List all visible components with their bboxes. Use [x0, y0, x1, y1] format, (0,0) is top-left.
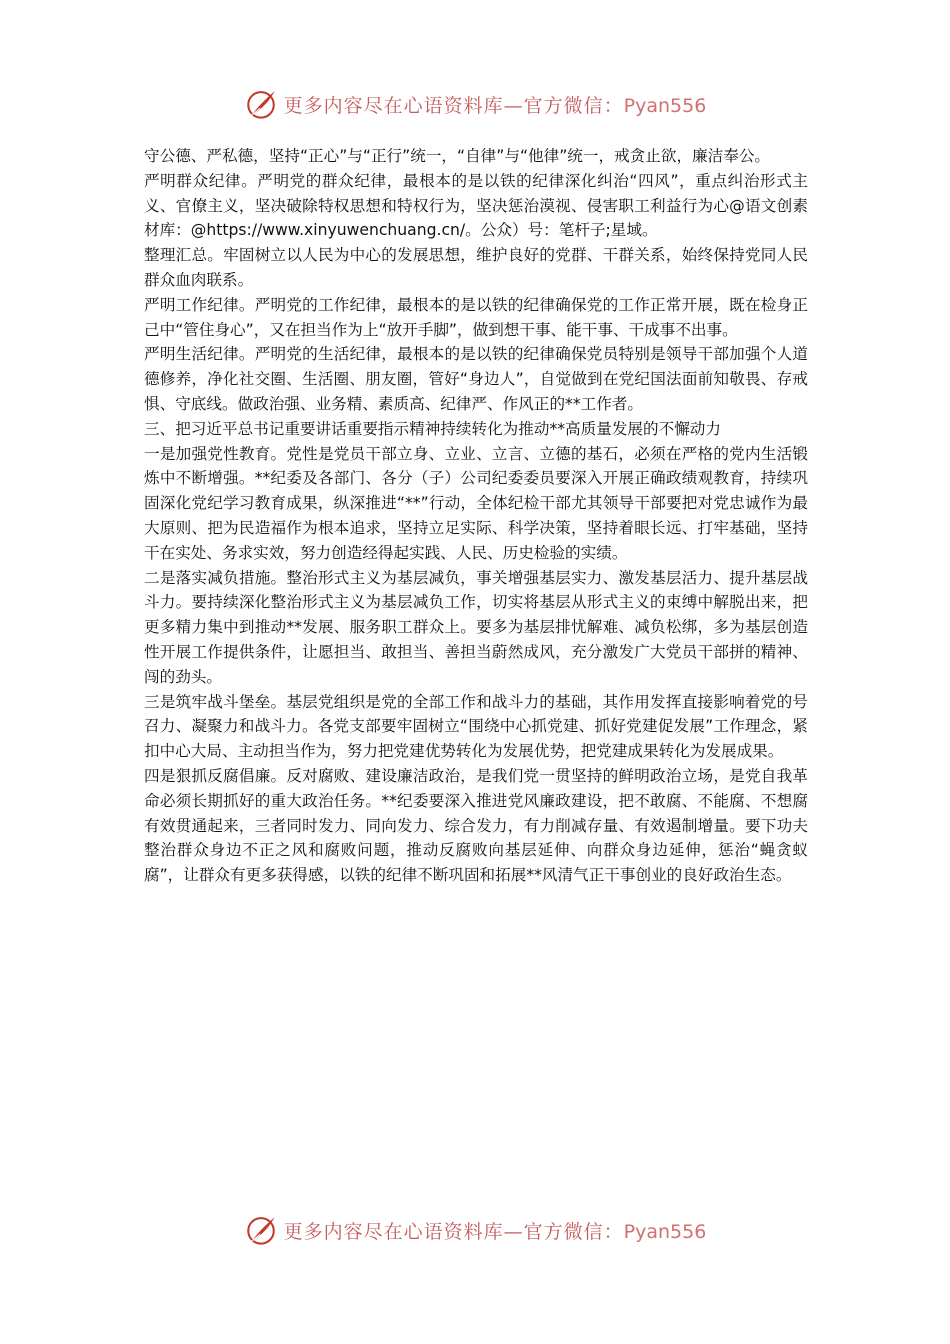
header-banner [0, 84, 950, 124]
quill-pen-logo-icon [244, 87, 278, 121]
wechat-handle: Pyan556 [623, 1220, 707, 1243]
paragraph: 整理汇总。牢固树立以人民为中心的发展思想，维护良好的党群、干群关系，始终保持党同人民群众血肉联系。 [144, 246, 808, 289]
banner-text: 更多内容尽在心语资料库—官方微信：Pyan556 [283, 1220, 707, 1243]
footer-banner [0, 1210, 950, 1250]
paragraph: 严明群众纪律。严明党的群众纪律，最根本的是以铁的纪律深化纠治“四风”，重点纠治形式主义、官僚主义，坚决破除特权思想和特权行为，坚决惩治漠视、侵害职工利益行为心@语文创素材库：@https://www.xinyuwenchuang.cn/。公众）号：笔杆子;星域。 [144, 171, 808, 240]
paragraph: 严明生活纪律。严明党的生活纪律，最根本的是以铁的纪律确保党员特别是领导干部加强个人道德修养，净化社交圈、生活圈、朋友圈，管好“身边人”，自觉做到在党纪国法面前知敬畏、存戒惧、守底线。做政治强、业务精、素质高、纪律严、作风正的**工作者。 [144, 345, 808, 413]
paragraph: 四是狠抓反腐倡廉。反对腐败、建设廉洁政治，是我们党一贯坚持的鲜明政治立场，是党自我革命必须长期抓好的重大政治任务。**纪委要深入推进党风廉政建设，把不敢腐、不能腐、不想腐有效贯通起来，三者同时发力、同向发力、综合发力，有力削减存量、有效遏制增量。要下功夫整治群众身边不正之风和腐败问题，推动反腐败向基层延伸、向群众身边延伸，惩治“蝇贪蚁腐”，让群众有更多获得感，以铁的纪律不断巩固和拓展**风清气正干事创业的良好政治生态。 [144, 766, 808, 885]
section-heading: 三、把习近平总书记重要讲话重要指示精神持续转化为推动**高质量发展的不懈动力 [144, 419, 721, 438]
paragraph: 三是筑牢战斗堡垒。基层党组织是党的全部工作和战斗力的基础，其作用发挥直接影响着党的号召力、凝聚力和战斗力。各党支部要牢固树立“围绕中心抓党建、抓好党建促发展”工作理念，紧扣中心大局、主动担当作为，努力把党建优势转化为发展优势，把党建成果转化为发展成果。 [144, 692, 808, 761]
quill-pen-logo-icon [244, 1213, 278, 1247]
document-body [144, 144, 808, 888]
paragraph: 严明工作纪律。严明党的工作纪律，最根本的是以铁的纪律确保党的工作正常开展，既在检身正己中“管住身心”，又在担当作为上“放开手脚”，做到想干事、能干事、干成事不出事。 [144, 295, 808, 339]
banner-text: 更多内容尽在心语资料库—官方微信：Pyan556 [283, 94, 707, 117]
paragraph: 一是加强党性教育。党性是党员干部立身、立业、立言、立德的基石，必须在严格的党内生活锻炼中不断增强。**纪委及各部门、各分（子）公司纪委委员要深入开展正确政绩观教育，持续巩固深化党纪学习教育成果，纵深推进“**”行动，全体纪检干部尤其领导干部要把对党忠诚作为最大原则、把为民造福作为根本追求，坚持立足实际、科学决策，坚持着眼长远、打牢基础，坚持干在实处、务求实效，努力创造经得起实践、人民、历史检验的实绩。 [144, 444, 808, 562]
wechat-handle: Pyan556 [623, 94, 707, 117]
paragraph: 守公德、严私德，坚持“正心”与“正行”统一，“自律”与“他律”统一，戒贪止欲，廉洁奉公。 [144, 147, 771, 165]
paragraph: 二是落实减负措施。整治形式主义为基层减负，事关增强基层实力、激发基层活力、提升基层战斗力。要持续深化整治形式主义为基层减负工作，切实将基层从形式主义的束缚中解脱出来，把更多精力集中到推动**发展、服务职工群众上。要多为基层排忧解难、减负松绑，多为基层创造性开展工作提供条件，让愿担当、敢担当、善担当蔚然成风，充分激发广大党员干部拼的精神、闯的劲头。 [144, 568, 808, 686]
